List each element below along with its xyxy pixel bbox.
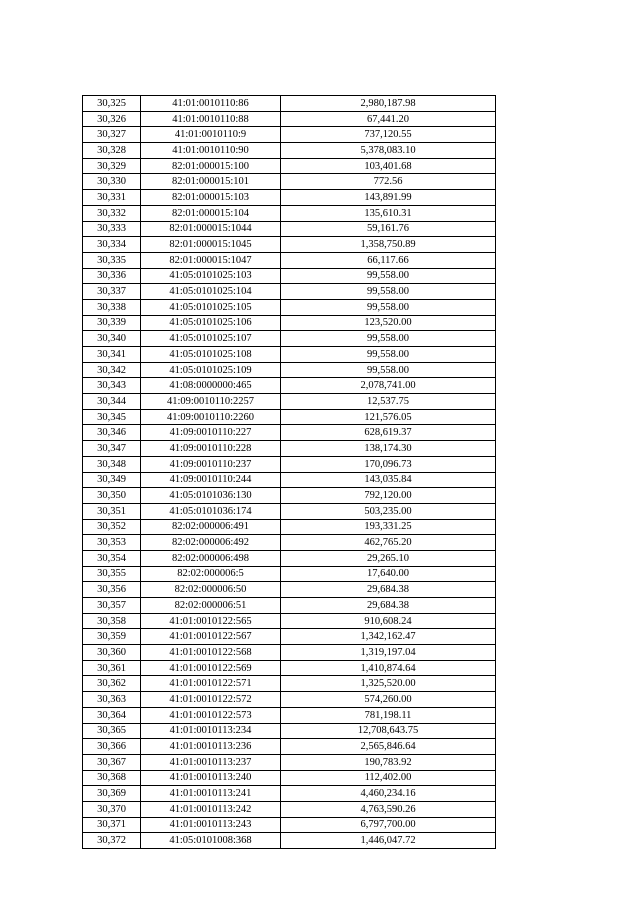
table-row (83, 425, 496, 441)
cadastral-number-cell: 41:01:0010110:90 (141, 143, 281, 159)
cadastral-number-cell: 41:05:0101025:105 (141, 299, 281, 315)
value-cell: 1,446,047.72 (281, 833, 496, 849)
cadastral-number-cell: 82:02:000006:50 (141, 582, 281, 598)
table-row (83, 299, 496, 315)
row-number-cell: 30,367 (83, 754, 141, 770)
cadastral-number-cell: 41:01:0010110:86 (141, 96, 281, 112)
table-row (83, 598, 496, 614)
table-row (83, 96, 496, 112)
cadastral-number-cell: 82:02:000006:5 (141, 566, 281, 582)
cadastral-number-cell: 82:02:000006:492 (141, 535, 281, 551)
cadastral-number-cell: 82:02:000006:498 (141, 550, 281, 566)
cadastral-number-cell: 82:01:000015:104 (141, 205, 281, 221)
table-row (83, 707, 496, 723)
table-row (83, 660, 496, 676)
row-number-cell: 30,331 (83, 190, 141, 206)
table-row (83, 488, 496, 504)
value-cell: 1,319,197.04 (281, 645, 496, 661)
row-number-cell: 30,353 (83, 535, 141, 551)
row-number-cell: 30,344 (83, 394, 141, 410)
row-number-cell: 30,347 (83, 441, 141, 457)
row-number-cell: 30,345 (83, 409, 141, 425)
cadastral-number-cell: 41:01:0010113:234 (141, 723, 281, 739)
cadastral-value-table (82, 95, 496, 849)
table-row (83, 331, 496, 347)
cadastral-number-cell: 41:01:0010110:9 (141, 127, 281, 143)
table-row (83, 629, 496, 645)
row-number-cell: 30,357 (83, 598, 141, 614)
row-number-cell: 30,361 (83, 660, 141, 676)
table-row (83, 566, 496, 582)
value-cell: 135,610.31 (281, 205, 496, 221)
row-number-cell: 30,358 (83, 613, 141, 629)
row-number-cell: 30,326 (83, 111, 141, 127)
table-row (83, 472, 496, 488)
value-cell: 2,980,187.98 (281, 96, 496, 112)
value-cell: 792,120.00 (281, 488, 496, 504)
row-number-cell: 30,359 (83, 629, 141, 645)
table-row (83, 613, 496, 629)
table-row (83, 378, 496, 394)
row-number-cell: 30,327 (83, 127, 141, 143)
cadastral-number-cell: 82:01:000015:101 (141, 174, 281, 190)
table-row (83, 284, 496, 300)
cadastral-number-cell: 41:05:0101008:368 (141, 833, 281, 849)
row-number-cell: 30,351 (83, 503, 141, 519)
row-number-cell: 30,356 (83, 582, 141, 598)
value-cell: 112,402.00 (281, 770, 496, 786)
table-row (83, 394, 496, 410)
cadastral-number-cell: 41:01:0010113:241 (141, 786, 281, 802)
row-number-cell: 30,366 (83, 739, 141, 755)
row-number-cell: 30,332 (83, 205, 141, 221)
row-number-cell: 30,341 (83, 347, 141, 363)
value-cell: 1,325,520.00 (281, 676, 496, 692)
row-number-cell: 30,363 (83, 692, 141, 708)
row-number-cell: 30,372 (83, 833, 141, 849)
row-number-cell: 30,355 (83, 566, 141, 582)
cadastral-number-cell: 82:01:000015:1045 (141, 237, 281, 253)
row-number-cell: 30,348 (83, 456, 141, 472)
table-row (83, 833, 496, 849)
table-row (83, 739, 496, 755)
row-number-cell: 30,325 (83, 96, 141, 112)
table-row (83, 441, 496, 457)
value-cell: 574,260.00 (281, 692, 496, 708)
value-cell: 772.56 (281, 174, 496, 190)
cadastral-number-cell: 41:05:0101036:174 (141, 503, 281, 519)
value-cell: 121,576.05 (281, 409, 496, 425)
table-row (83, 550, 496, 566)
row-number-cell: 30,329 (83, 158, 141, 174)
value-cell: 99,558.00 (281, 299, 496, 315)
cadastral-number-cell: 82:02:000006:51 (141, 598, 281, 614)
value-cell: 737,120.55 (281, 127, 496, 143)
value-cell: 99,558.00 (281, 347, 496, 363)
value-cell: 1,342,162.47 (281, 629, 496, 645)
row-number-cell: 30,333 (83, 221, 141, 237)
value-cell: 103,401.68 (281, 158, 496, 174)
value-cell: 781,198.11 (281, 707, 496, 723)
row-number-cell: 30,335 (83, 252, 141, 268)
cadastral-number-cell: 41:01:0010113:236 (141, 739, 281, 755)
row-number-cell: 30,334 (83, 237, 141, 253)
value-cell: 17,640.00 (281, 566, 496, 582)
table-row (83, 347, 496, 363)
value-cell: 138,174.30 (281, 441, 496, 457)
row-number-cell: 30,362 (83, 676, 141, 692)
table-row (83, 252, 496, 268)
table-row (83, 158, 496, 174)
value-cell: 99,558.00 (281, 362, 496, 378)
cadastral-number-cell: 41:09:0010110:2260 (141, 409, 281, 425)
value-cell: 29,684.38 (281, 582, 496, 598)
row-number-cell: 30,364 (83, 707, 141, 723)
value-cell: 2,078,741.00 (281, 378, 496, 394)
cadastral-number-cell: 41:01:0010122:573 (141, 707, 281, 723)
row-number-cell: 30,338 (83, 299, 141, 315)
cadastral-number-cell: 41:05:0101036:130 (141, 488, 281, 504)
row-number-cell: 30,340 (83, 331, 141, 347)
value-cell: 5,378,083.10 (281, 143, 496, 159)
cadastral-number-cell: 41:01:0010122:572 (141, 692, 281, 708)
row-number-cell: 30,370 (83, 801, 141, 817)
value-cell: 29,265.10 (281, 550, 496, 566)
row-number-cell: 30,368 (83, 770, 141, 786)
table-row (83, 111, 496, 127)
value-cell: 2,565,846.64 (281, 739, 496, 755)
value-cell: 462,765.20 (281, 535, 496, 551)
table-row (83, 190, 496, 206)
value-cell: 12,537.75 (281, 394, 496, 410)
cadastral-number-cell: 41:09:0010110:237 (141, 456, 281, 472)
cadastral-number-cell: 41:01:0010113:237 (141, 754, 281, 770)
value-cell: 143,035.84 (281, 472, 496, 488)
cadastral-number-cell: 41:08:0000000:465 (141, 378, 281, 394)
cadastral-number-cell: 41:05:0101025:104 (141, 284, 281, 300)
value-cell: 190,783.92 (281, 754, 496, 770)
value-cell: 99,558.00 (281, 331, 496, 347)
value-cell: 29,684.38 (281, 598, 496, 614)
value-cell: 6,797,700.00 (281, 817, 496, 833)
cadastral-number-cell: 82:01:000015:103 (141, 190, 281, 206)
cadastral-number-cell: 41:01:0010110:88 (141, 111, 281, 127)
row-number-cell: 30,339 (83, 315, 141, 331)
row-number-cell: 30,354 (83, 550, 141, 566)
row-number-cell: 30,350 (83, 488, 141, 504)
value-cell: 503,235.00 (281, 503, 496, 519)
table-row (83, 786, 496, 802)
value-cell: 99,558.00 (281, 268, 496, 284)
table-row (83, 315, 496, 331)
table-row (83, 237, 496, 253)
cadastral-number-cell: 41:01:0010122:568 (141, 645, 281, 661)
row-number-cell: 30,346 (83, 425, 141, 441)
value-cell: 1,410,874.64 (281, 660, 496, 676)
cadastral-number-cell: 41:01:0010113:240 (141, 770, 281, 786)
row-number-cell: 30,337 (83, 284, 141, 300)
value-cell: 628,619.37 (281, 425, 496, 441)
table-row (83, 127, 496, 143)
row-number-cell: 30,343 (83, 378, 141, 394)
data-table-container (82, 95, 495, 849)
cadastral-number-cell: 41:09:0010110:2257 (141, 394, 281, 410)
table-row (83, 582, 496, 598)
value-cell: 193,331.25 (281, 519, 496, 535)
row-number-cell: 30,352 (83, 519, 141, 535)
table-row (83, 519, 496, 535)
row-number-cell: 30,328 (83, 143, 141, 159)
cadastral-number-cell: 41:01:0010122:565 (141, 613, 281, 629)
table-row (83, 817, 496, 833)
table-row (83, 362, 496, 378)
table-row (83, 723, 496, 739)
value-cell: 910,608.24 (281, 613, 496, 629)
cadastral-number-cell: 82:02:000006:491 (141, 519, 281, 535)
cadastral-number-cell: 82:01:000015:1044 (141, 221, 281, 237)
row-number-cell: 30,349 (83, 472, 141, 488)
value-cell: 143,891.99 (281, 190, 496, 206)
value-cell: 66,117.66 (281, 252, 496, 268)
table-row (83, 692, 496, 708)
cadastral-number-cell: 41:01:0010122:569 (141, 660, 281, 676)
cadastral-number-cell: 82:01:000015:1047 (141, 252, 281, 268)
table-row (83, 645, 496, 661)
table-row (83, 503, 496, 519)
row-number-cell: 30,371 (83, 817, 141, 833)
row-number-cell: 30,336 (83, 268, 141, 284)
cadastral-number-cell: 82:01:000015:100 (141, 158, 281, 174)
value-cell: 67,441.20 (281, 111, 496, 127)
table-row (83, 676, 496, 692)
table-row (83, 174, 496, 190)
row-number-cell: 30,369 (83, 786, 141, 802)
cadastral-number-cell: 41:09:0010110:228 (141, 441, 281, 457)
value-cell: 170,096.73 (281, 456, 496, 472)
value-cell: 59,161.76 (281, 221, 496, 237)
cadastral-number-cell: 41:09:0010110:227 (141, 425, 281, 441)
value-cell: 4,763,590.26 (281, 801, 496, 817)
cadastral-number-cell: 41:01:0010122:571 (141, 676, 281, 692)
table-body (83, 96, 496, 849)
table-row (83, 770, 496, 786)
table-row (83, 221, 496, 237)
value-cell: 1,358,750.89 (281, 237, 496, 253)
value-cell: 12,708,643.75 (281, 723, 496, 739)
value-cell: 99,558.00 (281, 284, 496, 300)
cadastral-number-cell: 41:01:0010113:243 (141, 817, 281, 833)
row-number-cell: 30,365 (83, 723, 141, 739)
cadastral-number-cell: 41:01:0010113:242 (141, 801, 281, 817)
cadastral-number-cell: 41:01:0010122:567 (141, 629, 281, 645)
table-row (83, 456, 496, 472)
value-cell: 123,520.00 (281, 315, 496, 331)
table-row (83, 143, 496, 159)
value-cell: 4,460,234.16 (281, 786, 496, 802)
table-row (83, 535, 496, 551)
cadastral-number-cell: 41:05:0101025:109 (141, 362, 281, 378)
cadastral-number-cell: 41:05:0101025:106 (141, 315, 281, 331)
cadastral-number-cell: 41:09:0010110:244 (141, 472, 281, 488)
cadastral-number-cell: 41:05:0101025:103 (141, 268, 281, 284)
table-row (83, 754, 496, 770)
row-number-cell: 30,360 (83, 645, 141, 661)
table-row (83, 801, 496, 817)
table-row (83, 409, 496, 425)
cadastral-number-cell: 41:05:0101025:107 (141, 331, 281, 347)
row-number-cell: 30,330 (83, 174, 141, 190)
row-number-cell: 30,342 (83, 362, 141, 378)
table-row (83, 205, 496, 221)
cadastral-number-cell: 41:05:0101025:108 (141, 347, 281, 363)
table-row (83, 268, 496, 284)
